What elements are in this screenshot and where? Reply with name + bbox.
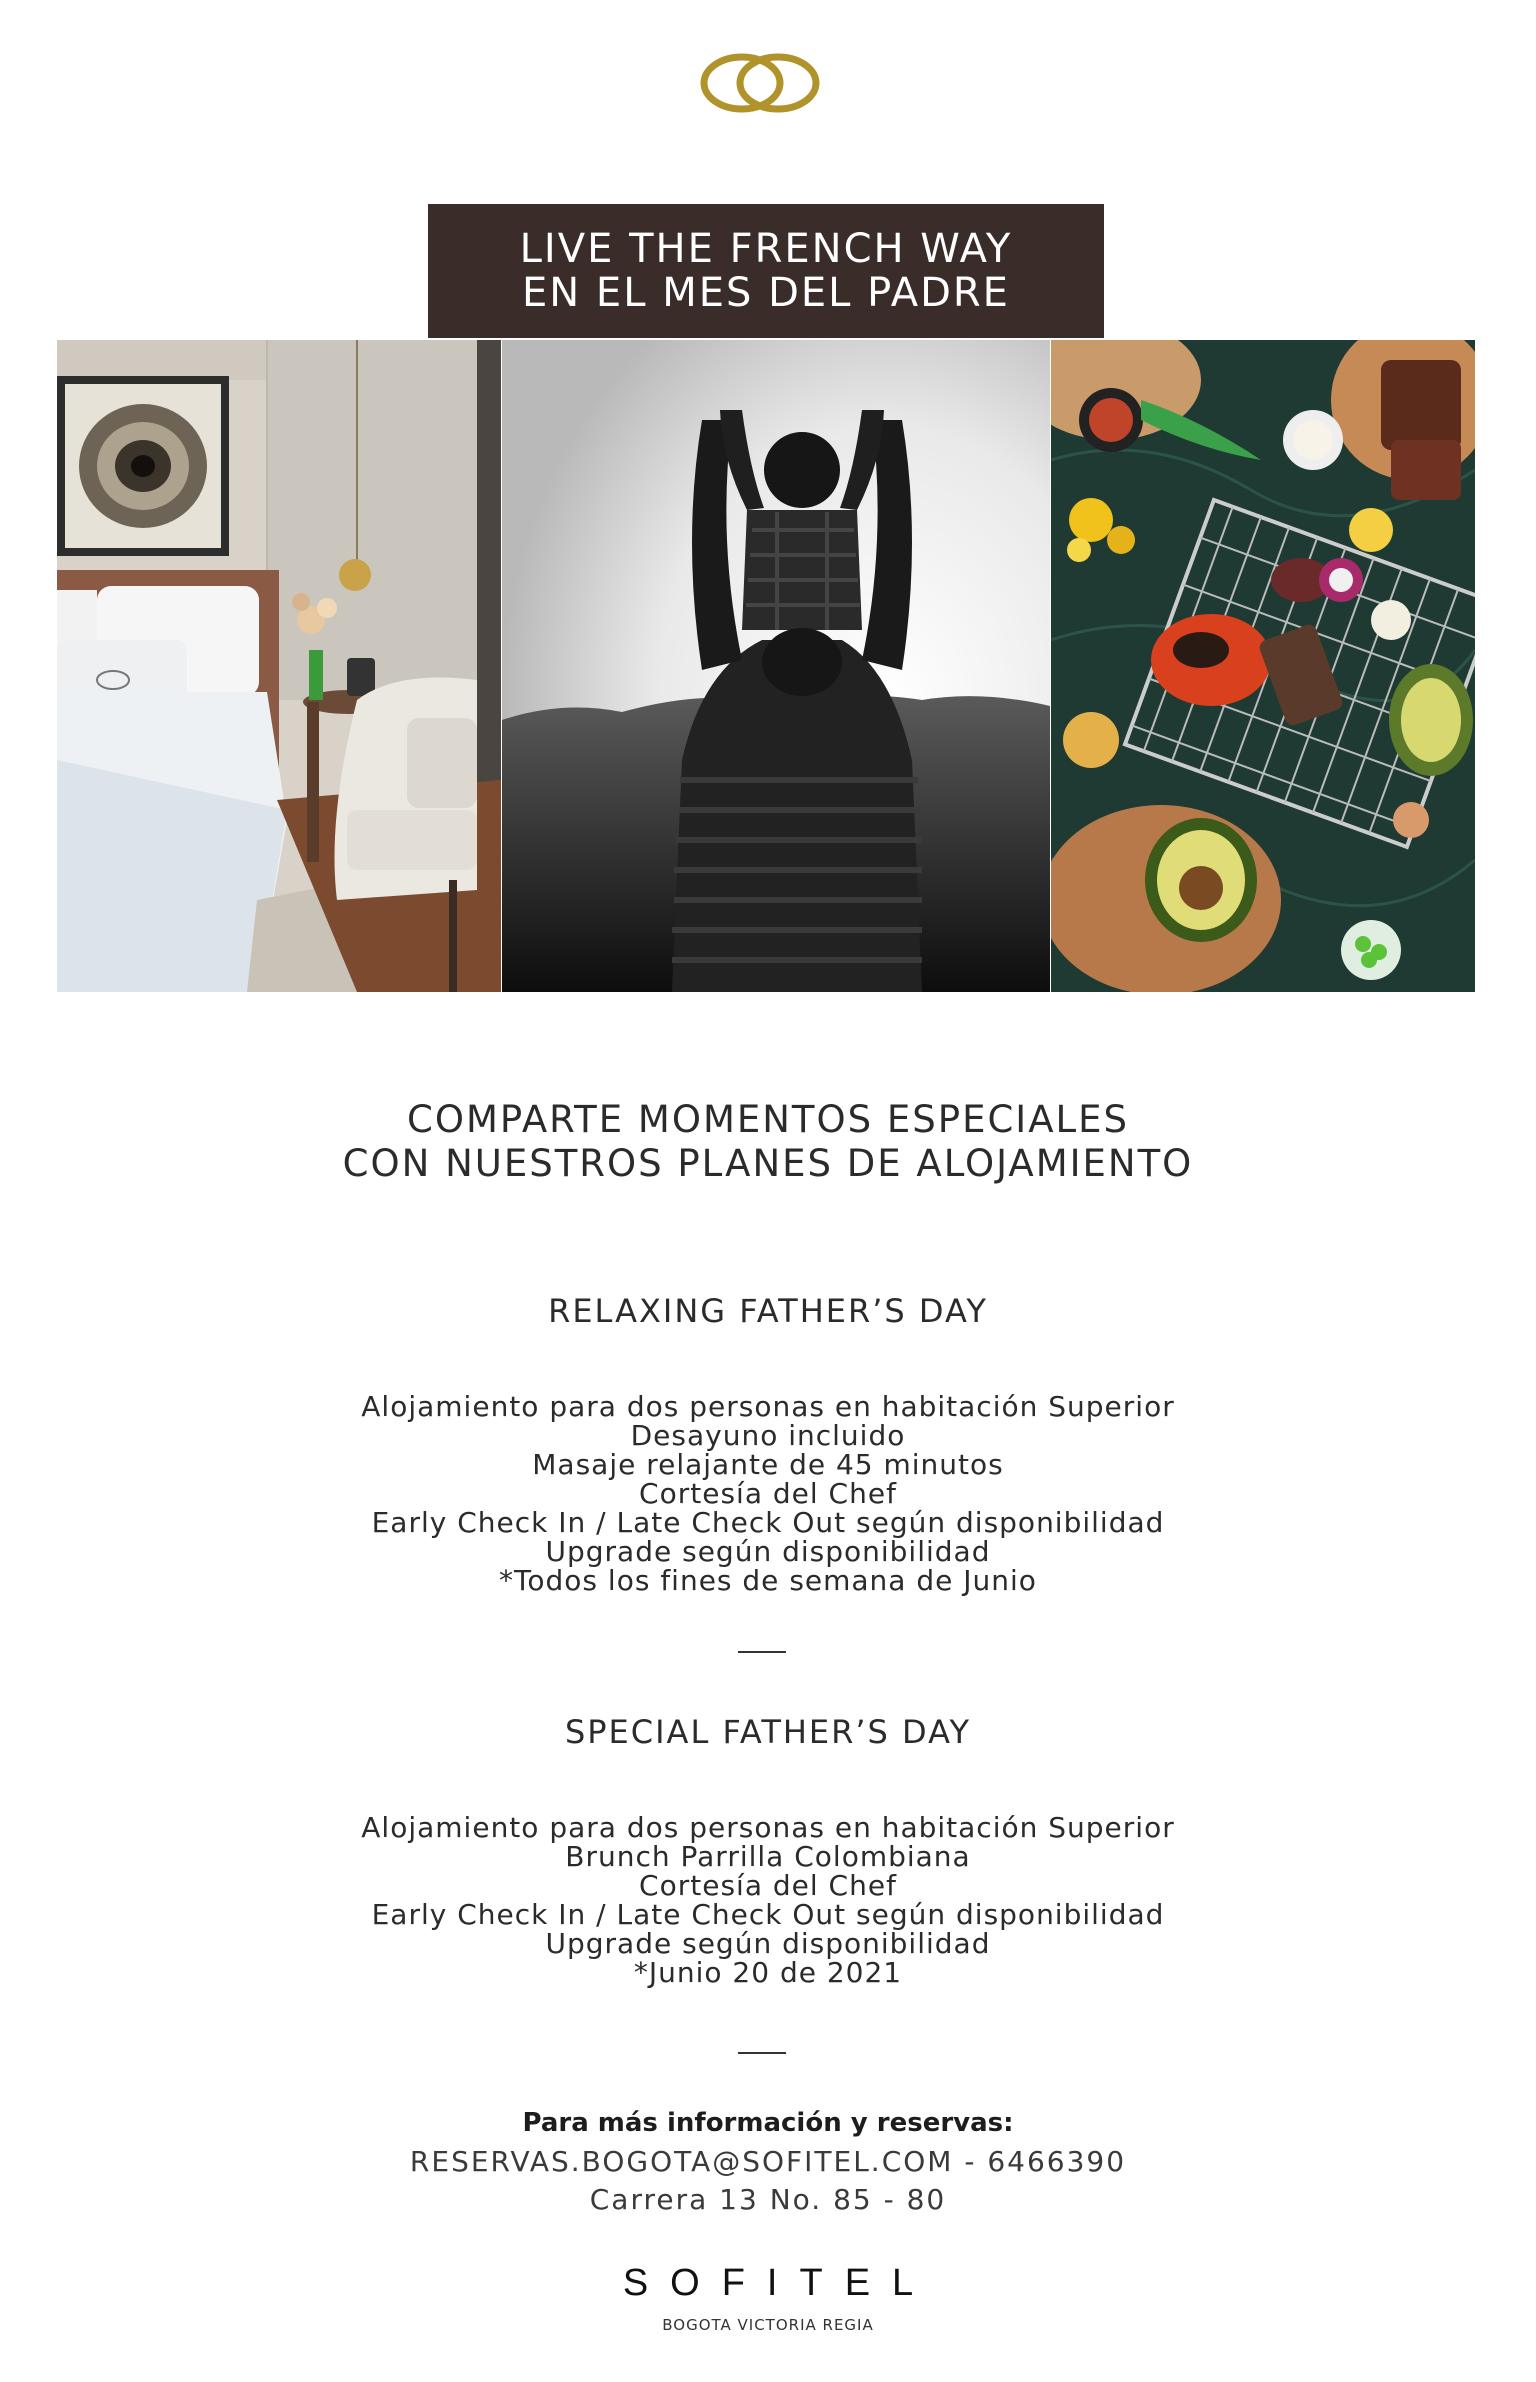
list-item: Alojamiento para dos personas en habitación Superior [361, 1390, 1175, 1423]
list-item: Upgrade según disponibilidad [545, 1535, 991, 1568]
brand-wordmark: SOFITEL [622, 2262, 936, 2304]
brand-subtitle: BOGOTA VICTORIA REGIA [662, 2316, 874, 2334]
plan-2-title: SPECIAL FATHER’S DAY [564, 1713, 972, 1751]
list-item: *Todos los fines de semana de Junio [499, 1564, 1037, 1597]
headline [0, 1098, 1536, 1186]
colombian-grill-food-photo [1051, 340, 1475, 992]
banner-line-2: EN EL MES DEL PADRE [522, 270, 1010, 316]
list-item: Masaje relajante de 45 minutos [532, 1448, 1004, 1481]
brand-logo [0, 2262, 1536, 2305]
divider [738, 2052, 786, 2054]
list-item: Early Check In / Late Check Out según disponibilidad [371, 1898, 1165, 1931]
list-item: Early Check In / Late Check Out según disponibilidad [371, 1506, 1165, 1539]
promo-banner [428, 204, 1104, 338]
sofitel-rings-logo [698, 48, 822, 118]
plan-2-list [0, 1813, 1536, 1987]
contact-title: Para más información y reservas: [522, 2108, 1014, 2138]
headline-line-2: CON NUESTROS PLANES DE ALOJAMIENTO [342, 1142, 1194, 1185]
hotel-room-photo [57, 340, 501, 992]
contact-email-phone[interactable]: RESERVAS.BOGOTA@SOFITEL.COM - 6466390 [409, 2145, 1127, 2178]
headline-line-1: COMPARTE MOMENTOS ESPECIALES [407, 1098, 1129, 1141]
list-item: Alojamiento para dos personas en habitación Superior [361, 1811, 1175, 1844]
plan-1-list [0, 1392, 1536, 1595]
list-item: Cortesía del Chef [639, 1477, 897, 1510]
banner-line-1: LIVE THE FRENCH WAY [519, 226, 1013, 272]
list-item: Desayuno incluido [630, 1419, 906, 1452]
contact-address: Carrera 13 No. 85 - 80 [589, 2183, 947, 2216]
list-item: Brunch Parrilla Colombiana [565, 1840, 971, 1873]
father-child-silhouette-photo [502, 340, 1050, 992]
list-item: Upgrade según disponibilidad [545, 1927, 991, 1960]
list-item: *Junio 20 de 2021 [633, 1956, 903, 1989]
list-item: Cortesía del Chef [639, 1869, 897, 1902]
divider [738, 1651, 786, 1653]
plan-1-title: RELAXING FATHER’S DAY [548, 1292, 988, 1330]
